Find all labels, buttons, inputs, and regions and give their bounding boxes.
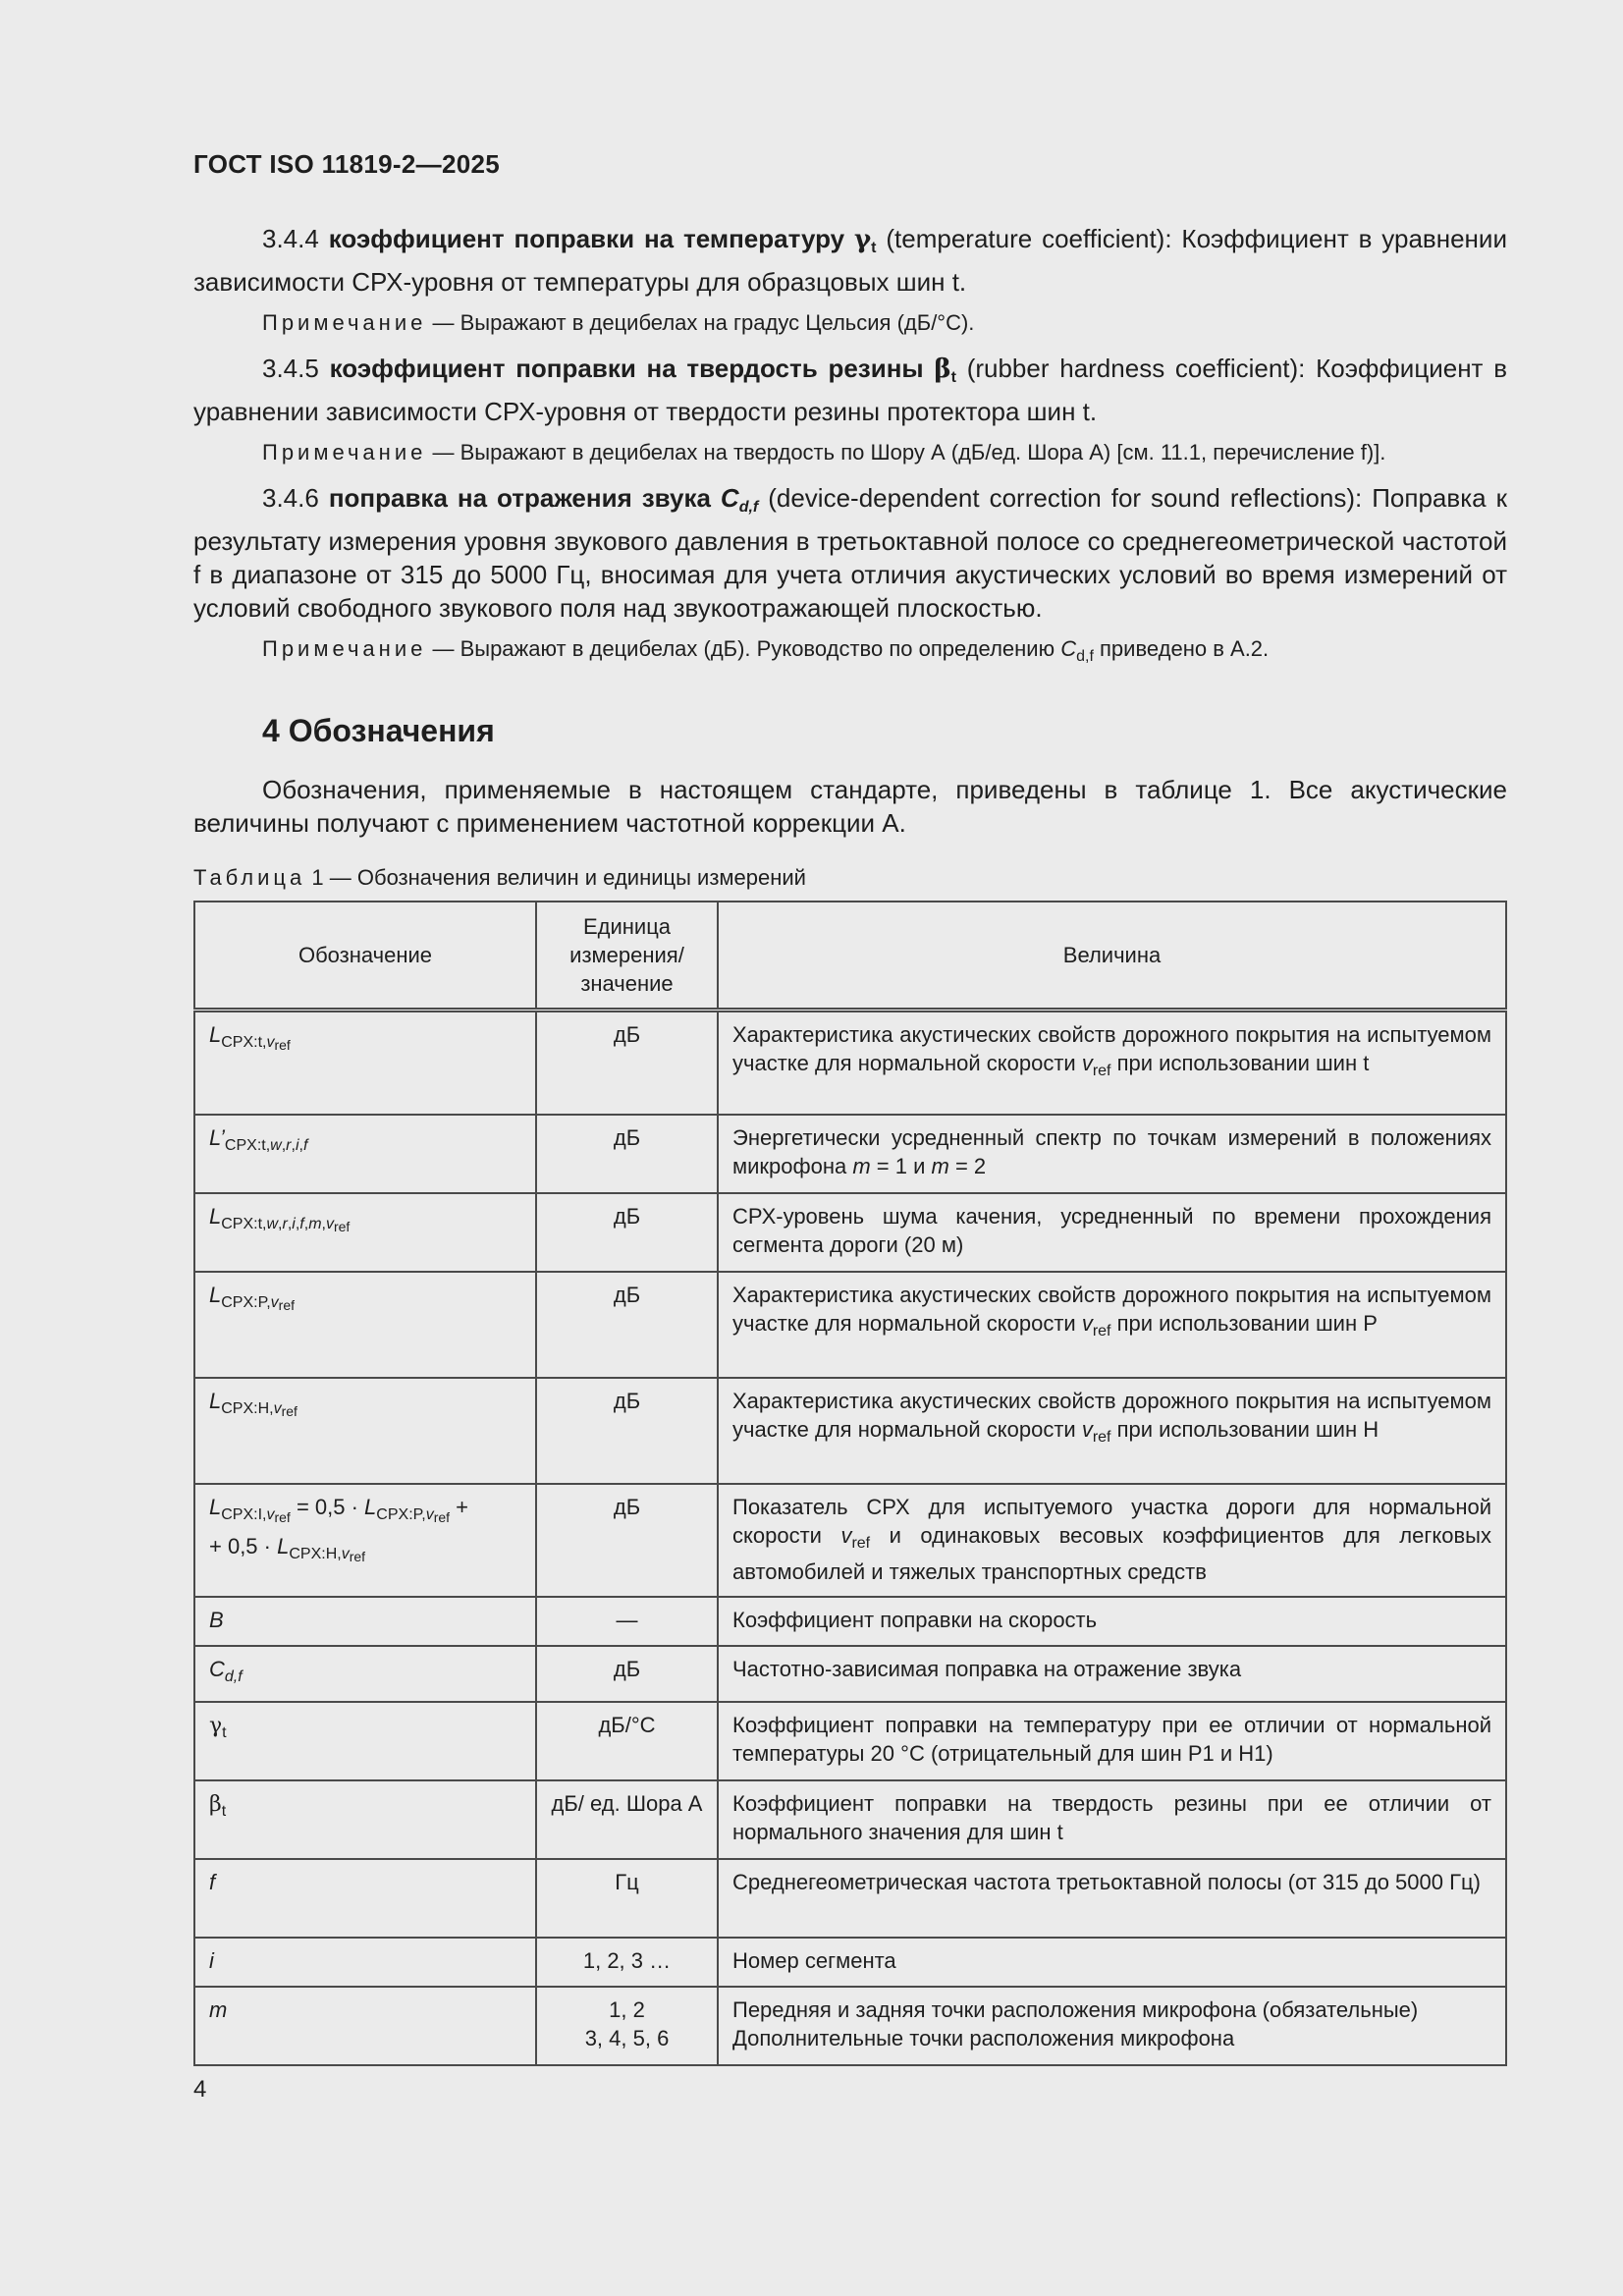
comma: , — [321, 1215, 326, 1232]
symbol-sub-ref: ref — [278, 1296, 295, 1313]
term-name: коэффициент поправки на температуру — [328, 224, 845, 253]
symbol-sub: CPX:P, — [376, 1505, 426, 1523]
symbol-sub-ref: ref — [349, 1548, 366, 1564]
table-row — [194, 1859, 1506, 1938]
unit-cell: дБ/°С — [536, 1702, 718, 1780]
term-english: (rubber hardness coefficient): — [966, 354, 1306, 383]
note-text-after: приведено в А.2. — [1100, 636, 1270, 661]
table-row — [194, 1484, 1506, 1597]
symbol-sub: CPX:H, — [289, 1545, 342, 1562]
symbol-sub-v: v — [273, 1399, 282, 1417]
unit-cell: дБ — [536, 1484, 718, 1597]
note-text: — Выражают в децибелах (дБ). Руководство по определению — [432, 636, 1055, 661]
symbol-letter: β — [209, 1791, 222, 1817]
unit-cell — [536, 1987, 718, 2065]
column-header-quantity: Величина — [718, 902, 1506, 1011]
term-name: коэффициент поправки на твердость резины — [329, 354, 924, 383]
quantity-line: Передняя и задняя точки расположения микрофона (обязательные) — [732, 1996, 1419, 2022]
symbol-cell — [194, 1272, 536, 1378]
table-caption — [193, 865, 1507, 891]
symbol-cell: f — [194, 1859, 536, 1938]
symbol-sub: t — [221, 1802, 227, 1820]
symbol-letter: L — [364, 1494, 377, 1519]
table-row — [194, 1780, 1506, 1859]
comma: , — [287, 1215, 293, 1232]
symbol-sub: CPX:t, — [221, 1215, 267, 1232]
term-definition: Коэффициент в уравнении зависимости СРХ-уровня от твердости резины протектора шин t. — [193, 354, 1508, 426]
term-english: (temperature coefficient): — [886, 224, 1172, 253]
document-code-header: ГОСТ ISO 11819-2—2025 — [193, 149, 500, 179]
quantity-cell: Коэффициент поправки на твердость резины при ее отличии от нормального значения для шин t — [718, 1780, 1506, 1859]
note-symbol: C — [1060, 636, 1077, 661]
symbol-sub-ref: ref — [274, 1508, 291, 1525]
comma: , — [298, 1136, 303, 1154]
term-name: поправка на отражения звука — [328, 483, 711, 513]
term-3-4-4 — [193, 222, 1507, 299]
symbol-letter: L — [209, 1388, 222, 1413]
quantity-cell: Показатель СРХ для испытуемого участка дороги для нормальной скорости $v_{ref}$ и одинаковых весовых коэффициентов для легковых автомобилей и тяжелых транспортных средств — [718, 1484, 1506, 1597]
symbol-sub: CPX:H, — [221, 1399, 274, 1417]
symbol-cell — [194, 1115, 536, 1193]
quantity-cell: СРХ-уровень шума качения, усредненный по времени прохождения сегмента дороги (20 м) — [718, 1193, 1506, 1272]
unit-cell: дБ — [536, 1272, 718, 1378]
term-symbol: β — [934, 355, 951, 384]
unit-cell: дБ — [536, 1193, 718, 1272]
formula-part: + — [450, 1494, 469, 1519]
symbol-cell — [194, 1646, 536, 1702]
unit-cell: дБ — [536, 1646, 718, 1702]
symbol-cell: i — [194, 1938, 536, 1987]
term-symbol: γ — [853, 225, 872, 254]
unit-cell: дБ/ ед. Шора А — [536, 1780, 718, 1859]
unit-cell: Гц — [536, 1859, 718, 1938]
term-symbol-sub: t — [871, 240, 877, 256]
symbol-cell — [194, 1011, 536, 1115]
symbol-sub-w: w — [266, 1215, 279, 1232]
quantity-cell — [718, 1987, 1506, 2065]
column-header-symbol: Обозначение — [194, 902, 536, 1011]
symbol-letter: L — [209, 1282, 222, 1307]
comma: , — [281, 1136, 287, 1154]
comma: , — [291, 1136, 296, 1154]
quantity-cell: Коэффициент поправки на скорость — [718, 1597, 1506, 1646]
table-row — [194, 1011, 1506, 1115]
symbol-letter: L’ — [209, 1124, 225, 1150]
table-row — [194, 1193, 1506, 1272]
term-definition: Коэффициент в уравнении зависимости СРХ-уровня от температуры для образцовых шин t. — [193, 224, 1507, 297]
symbol-cell — [194, 1780, 536, 1859]
column-header-unit: Единица измерения/ значение — [536, 902, 718, 1011]
table-caption-label: Таблица — [193, 865, 306, 890]
term-note — [262, 438, 1507, 467]
symbol-sub-v: v — [266, 1505, 275, 1523]
unit-line: 3, 4, 5, 6 — [584, 2025, 670, 2050]
note-label: Примечание — [262, 440, 427, 465]
formula-part: = 0,5 · — [290, 1494, 365, 1519]
symbol-cell — [194, 1702, 536, 1780]
quantity-cell: Энергетически усредненный спектр по точкам измерений в положениях микрофона m = 1 и m = 2 — [718, 1115, 1506, 1193]
symbol-cell — [194, 1193, 536, 1272]
unit-line: 1, 2 — [609, 1996, 645, 2022]
symbol-sub-v: v — [270, 1293, 279, 1311]
symbol-sub: CPX:I, — [221, 1505, 267, 1523]
term-symbol-sub: d,f — [738, 499, 759, 516]
symbol-letter: L — [209, 1022, 222, 1047]
unit-cell: дБ — [536, 1011, 718, 1115]
symbol-letter: C — [209, 1656, 225, 1681]
symbols-table — [193, 901, 1507, 2066]
term-number: 3.4.4 — [262, 224, 319, 253]
symbol-sub-v: v — [425, 1505, 434, 1523]
symbol-sub-f: f — [302, 1136, 308, 1154]
symbol-sub-v: v — [325, 1215, 334, 1232]
table-header-row — [194, 902, 1506, 1011]
symbol-cell — [194, 1484, 536, 1597]
symbol-sub-ref: ref — [281, 1402, 298, 1419]
symbol-sub-m: m — [308, 1215, 322, 1232]
comma: , — [295, 1215, 300, 1232]
symbol-sub-r: r — [286, 1136, 292, 1154]
table-row — [194, 1702, 1506, 1780]
unit-cell: — — [536, 1597, 718, 1646]
quantity-cell: Характеристика акустических свойств дорожного покрытия на испытуемом участке для нормальной скорости $v_{ref}$ при использовании шин Н — [718, 1378, 1506, 1484]
table-row — [194, 1938, 1506, 1987]
unit-cell: 1, 2, 3 … — [536, 1938, 718, 1987]
symbol-letter: γ — [209, 1713, 223, 1738]
unit-cell: дБ — [536, 1378, 718, 1484]
note-label: Примечание — [262, 636, 427, 661]
table-row — [194, 1646, 1506, 1702]
section-intro-text: Обозначения, применяемые в настоящем стандарте, приведены в таблице 1. Все акустические величины получают с применением частотной коррекции А. — [193, 775, 1507, 838]
page-number: 4 — [193, 2076, 207, 2103]
quantity-cell: Номер сегмента — [718, 1938, 1506, 1987]
quantity-cell: Среднегеометрическая частота третьоктавной полосы (от 315 до 5000 Гц) — [718, 1859, 1506, 1938]
symbol-letter: L — [209, 1494, 222, 1519]
symbol-sub: d,f — [224, 1667, 243, 1685]
comma: , — [278, 1215, 283, 1232]
symbol-sub-r: r — [282, 1215, 288, 1232]
table-row — [194, 1987, 1506, 2065]
quantity-cell: Характеристика акустических свойств дорожного покрытия на испытуемом участке для нормальной скорости $v_{ref}$ при использовании шин Р — [718, 1272, 1506, 1378]
unit-cell: дБ — [536, 1115, 718, 1193]
note-text: — Выражают в децибелах на твердость по Шору А (дБ/ед. Шора А) [см. 11.1, перечисление f)]. — [432, 440, 1386, 465]
symbol-sub: CPX:t, — [224, 1136, 271, 1154]
term-note — [262, 634, 1507, 672]
symbol-cell — [194, 1378, 536, 1484]
term-english: (device-dependent correction for sound reflections): — [768, 483, 1363, 513]
table-row — [194, 1115, 1506, 1193]
table-row — [194, 1597, 1506, 1646]
term-3-4-5 — [193, 352, 1507, 428]
note-label: Примечание — [262, 310, 427, 335]
term-symbol: C — [720, 483, 739, 513]
symbol-sub: t — [222, 1723, 227, 1741]
quantity-cell: Частотно-зависимая поправка на отражение звука — [718, 1646, 1506, 1702]
table-row — [194, 1272, 1506, 1378]
note-text: — Выражают в децибелах на градус Цельсия (дБ/°С). — [432, 310, 975, 335]
symbol-sub-ref: ref — [433, 1508, 451, 1525]
quantity-cell: Характеристика акустических свойств дорожного покрытия на испытуемом участке для нормальной скорости $v_{ref}$ при использовании шин t — [718, 1011, 1506, 1115]
symbol-sub-f: f — [299, 1215, 304, 1232]
symbol-sub-w: w — [270, 1136, 282, 1154]
symbol-cell: B — [194, 1597, 536, 1646]
symbol-sub-v: v — [341, 1545, 350, 1562]
table-row — [194, 1378, 1506, 1484]
comma: , — [303, 1215, 309, 1232]
term-symbol-sub: t — [950, 369, 956, 386]
section-heading: 4 Обозначения — [262, 713, 495, 748]
formula-part: + 0,5 · — [209, 1533, 278, 1558]
symbol-sub-i: i — [292, 1215, 296, 1232]
symbol-sub-ref: ref — [333, 1218, 351, 1234]
symbol-sub-v: v — [266, 1034, 275, 1051]
symbol-sub: CPX:P, — [221, 1293, 271, 1311]
term-number: 3.4.6 — [262, 483, 319, 513]
symbol-sub: CPX:t, — [221, 1034, 267, 1051]
symbol-cell: m — [194, 1987, 536, 2065]
symbol-sub-i: i — [295, 1136, 299, 1154]
term-3-4-6 — [193, 481, 1507, 625]
quantity-line: Дополнительные точки расположения микрофона — [732, 2025, 1235, 2050]
symbol-sub-ref: ref — [274, 1037, 291, 1053]
page-content — [193, 222, 1507, 2066]
note-symbol-sub: d,f — [1076, 648, 1094, 665]
table-caption-text: 1 — Обозначения величин и единицы измерений — [311, 865, 806, 890]
term-number: 3.4.5 — [262, 354, 319, 383]
symbol-letter: L — [277, 1533, 290, 1558]
symbol-letter: L — [209, 1203, 222, 1229]
quantity-cell: Коэффициент поправки на температуру при ее отличии от нормальной температуры 20 °С (отрицательный для шин Р1 и Н1) — [718, 1702, 1506, 1780]
term-note — [262, 308, 1507, 338]
term-definition: Поправка к результату измерения уровня звукового давления в третьоктавной полосе со среднегеометрической частотой f в диапазоне от 315 до 5000 Гц, вносимая для учета отличия акустических условий во время измерений от условий свободного звукового поля над звукоотражающей плоскостью. — [193, 483, 1507, 623]
section-intro — [193, 773, 1507, 840]
